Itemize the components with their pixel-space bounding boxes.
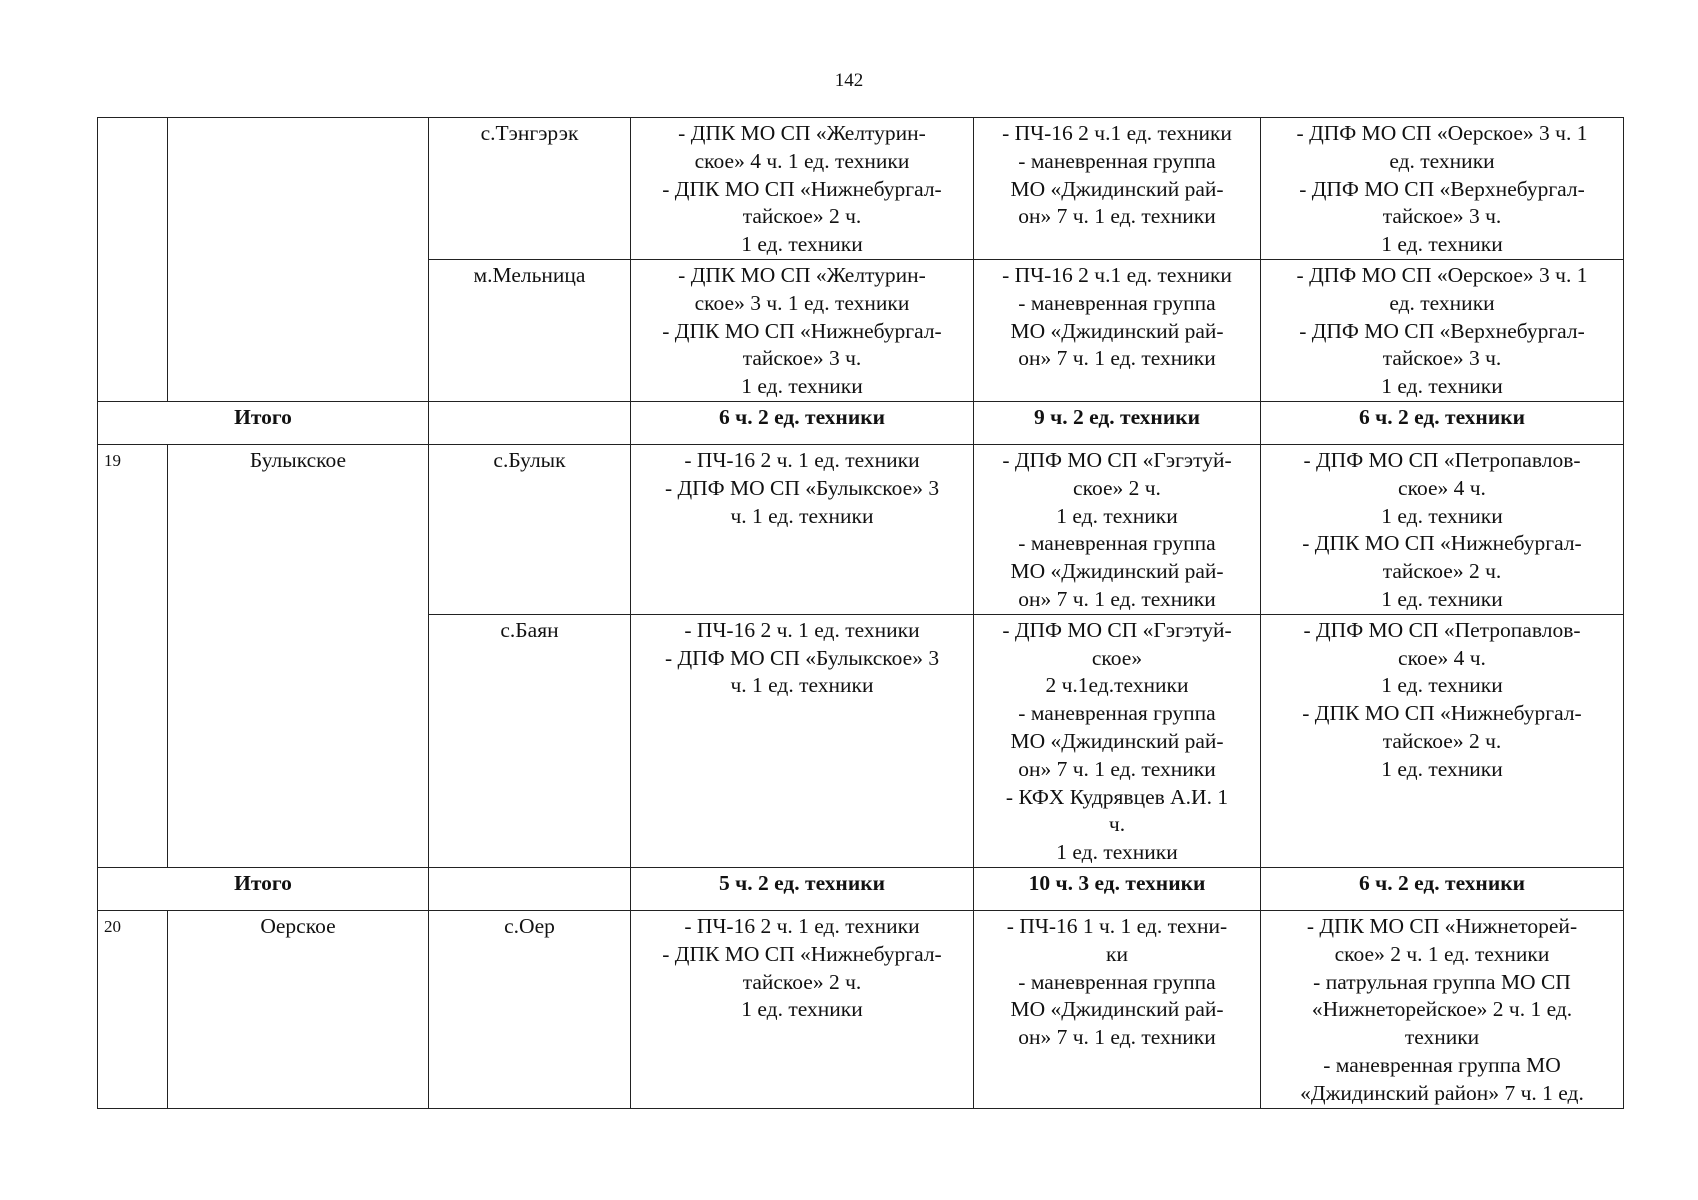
cell-line: - ПЧ-16 1 ч. 1 ед. техни- [1006, 913, 1228, 938]
cell-line: «Нижнеторейское» 2 ч. 1 ед. [1311, 997, 1573, 1022]
cell-line: - ДПФ МО СП «Оерское» 3 ч. 1 [1296, 121, 1588, 145]
row-number-cell: 20 [98, 910, 168, 1108]
cell-line: ч. [1108, 812, 1126, 837]
cell-line: - маневренная группа [1018, 148, 1216, 173]
cell-line: ч. 1 ед. техники [730, 503, 874, 528]
total-first-response: 6 ч. 2 ед. техники [631, 401, 974, 444]
cell-line: 1 ед. техники [1056, 503, 1178, 528]
cell-line: МО «Джидинский рай- [1010, 176, 1224, 201]
cell-line: ское» 4 ч. [1398, 475, 1486, 500]
cell-line: он» 7 ч. 1 ед. техники [1018, 1025, 1216, 1050]
cell-line: - маневренная группа МО [1323, 1052, 1561, 1077]
second-response-cell [974, 910, 1261, 1108]
cell-line: - ДПФ МО СП «Булыкское» 3 [664, 645, 940, 670]
cell-line: «Джидинский район» 7 ч. 1 ед. [1300, 1080, 1584, 1105]
locality-cell: м.Мельница [429, 259, 631, 401]
cell-line: ед. техники [1389, 148, 1495, 173]
first-response-cell [631, 118, 974, 260]
cell-line: - маневренная группа [1018, 969, 1216, 994]
total-label: Итого [98, 867, 429, 910]
cell-line: он» 7 ч. 1 ед. техники [1018, 204, 1216, 229]
cell-line: ч. 1 ед. техники [730, 673, 874, 698]
total-row [98, 401, 1624, 444]
cell-line: МО «Джидинский рай- [1010, 997, 1224, 1022]
total-empty-cell [429, 867, 631, 910]
cell-line: 1 ед. техники [1381, 673, 1503, 698]
table-row [98, 910, 1624, 1108]
table-row [98, 118, 1624, 260]
cell-line: 1 ед. техники [1381, 756, 1503, 781]
cell-line: ед. техники [1389, 290, 1495, 315]
cell-line: тайское» 3 ч. [1382, 204, 1502, 229]
total-third-response: 6 ч. 2 ед. техники [1261, 401, 1624, 444]
resources-table [97, 117, 1624, 1109]
cell-line: - ДПК МО СП «Нижнебургал- [1302, 701, 1582, 726]
cell-line: 1 ед. техники [741, 232, 863, 257]
cell-line: - маневренная группа [1018, 531, 1216, 556]
settlement-name-cell: Булыкское [168, 444, 429, 867]
row-number-cell: 19 [98, 444, 168, 867]
cell-line: 1 ед. техники [741, 374, 863, 399]
cell-line: - ДПФ МО СП «Гэгэтуй- [1002, 617, 1232, 642]
cell-line: - ДПК МО СП «Нижнебургал- [662, 941, 942, 966]
cell-line: - ПЧ-16 2 ч. 1 ед. техники [684, 447, 920, 472]
third-response-cell [1261, 259, 1624, 401]
row-number-cell [98, 118, 168, 402]
first-response-cell [631, 444, 974, 614]
first-response-cell [631, 259, 974, 401]
second-response-cell [974, 614, 1261, 867]
cell-line: - ПЧ-16 2 ч. 1 ед. техники [684, 913, 920, 938]
cell-line: - ДПК МО СП «Нижнеторей- [1306, 913, 1578, 938]
third-response-cell [1261, 118, 1624, 260]
total-second-response: 10 ч. 3 ед. техники [974, 867, 1261, 910]
cell-line: он» 7 ч. 1 ед. техники [1018, 346, 1216, 371]
cell-line: - ДПФ МО СП «Петропавлов- [1303, 617, 1581, 642]
cell-line: 1 ед. техники [1381, 503, 1503, 528]
cell-line: ское» 2 ч. [1073, 475, 1161, 500]
settlement-name-cell: Оерское [168, 910, 429, 1108]
cell-line: ское» 4 ч. [1398, 645, 1486, 670]
cell-line: - ПЧ-16 2 ч.1 ед. техники [1002, 121, 1232, 145]
cell-line: тайское» 2 ч. [742, 969, 862, 994]
cell-line: 1 ед. техники [1381, 374, 1503, 399]
second-response-cell [974, 118, 1261, 260]
cell-line: ское» [1091, 645, 1143, 670]
third-response-cell [1261, 614, 1624, 867]
cell-line: МО «Джидинский рай- [1010, 728, 1224, 753]
table-row [98, 444, 1624, 614]
third-response-cell [1261, 910, 1624, 1108]
cell-line: тайское» 2 ч. [1382, 559, 1502, 584]
cell-line: он» 7 ч. 1 ед. техники [1018, 586, 1216, 611]
cell-line: тайское» 3 ч. [1382, 346, 1502, 371]
cell-line: - ПЧ-16 2 ч. 1 ед. техники [684, 617, 920, 642]
cell-line: - маневренная группа [1018, 701, 1216, 726]
cell-line: - ДПК МО СП «Нижнебургал- [1302, 531, 1582, 556]
cell-line: 1 ед. техники [1056, 840, 1178, 865]
cell-line: ки [1106, 941, 1128, 966]
total-row [98, 867, 1624, 910]
cell-line: - ДПФ МО СП «Оерское» 3 ч. 1 [1296, 262, 1588, 287]
cell-line: - маневренная группа [1018, 290, 1216, 315]
cell-line: - ДПФ МО СП «Верхнебургал- [1299, 318, 1585, 343]
cell-line: ское» 4 ч. 1 ед. техники [694, 148, 910, 173]
cell-line: ское» 3 ч. 1 ед. техники [694, 290, 910, 315]
cell-line: - ДПК МО СП «Желтурин- [678, 121, 926, 145]
cell-line: - ДПК МО СП «Нижнебургал- [662, 318, 942, 343]
total-third-response: 6 ч. 2 ед. техники [1261, 867, 1624, 910]
total-label: Итого [98, 401, 429, 444]
cell-line: 1 ед. техники [1381, 586, 1503, 611]
cell-line: техники [1404, 1025, 1480, 1050]
second-response-cell [974, 444, 1261, 614]
locality-cell: с.Баян [429, 614, 631, 867]
cell-line: - ДПФ МО СП «Булыкское» 3 [664, 475, 940, 500]
cell-line: - патрульная группа МО СП [1313, 969, 1571, 994]
cell-line: тайское» 3 ч. [742, 346, 862, 371]
locality-cell: с.Тэнгэрэк [429, 118, 631, 260]
cell-line: - ДПК МО СП «Желтурин- [678, 262, 926, 287]
cell-line: 2 ч.1ед.техники [1045, 673, 1189, 698]
cell-line: МО «Джидинский рай- [1010, 318, 1224, 343]
cell-line: тайское» 2 ч. [742, 204, 862, 229]
cell-line: МО «Джидинский рай- [1010, 559, 1224, 584]
total-empty-cell [429, 401, 631, 444]
total-second-response: 9 ч. 2 ед. техники [974, 401, 1261, 444]
first-response-cell [631, 910, 974, 1108]
cell-line: ское» 2 ч. 1 ед. техники [1334, 941, 1550, 966]
cell-line: - ПЧ-16 2 ч.1 ед. техники [1002, 262, 1232, 287]
cell-line: - ДПК МО СП «Нижнебургал- [662, 176, 942, 201]
second-response-cell [974, 259, 1261, 401]
third-response-cell [1261, 444, 1624, 614]
cell-line: 1 ед. техники [741, 997, 863, 1022]
cell-line: - ДПФ МО СП «Петропавлов- [1303, 447, 1581, 472]
page-number: 142 [834, 70, 864, 91]
locality-cell: с.Булык [429, 444, 631, 614]
cell-line: - ДПФ МО СП «Гэгэтуй- [1002, 447, 1232, 472]
cell-line: тайское» 2 ч. [1382, 728, 1502, 753]
first-response-cell [631, 614, 974, 867]
settlement-name-cell [168, 118, 429, 402]
cell-line: 1 ед. техники [1381, 232, 1503, 257]
locality-cell: с.Оер [429, 910, 631, 1108]
cell-line: он» 7 ч. 1 ед. техники [1018, 756, 1216, 781]
cell-line: - ДПФ МО СП «Верхнебургал- [1299, 176, 1585, 201]
cell-line: - КФХ Кудрявцев А.И. 1 [1005, 784, 1229, 809]
total-first-response: 5 ч. 2 ед. техники [631, 867, 974, 910]
